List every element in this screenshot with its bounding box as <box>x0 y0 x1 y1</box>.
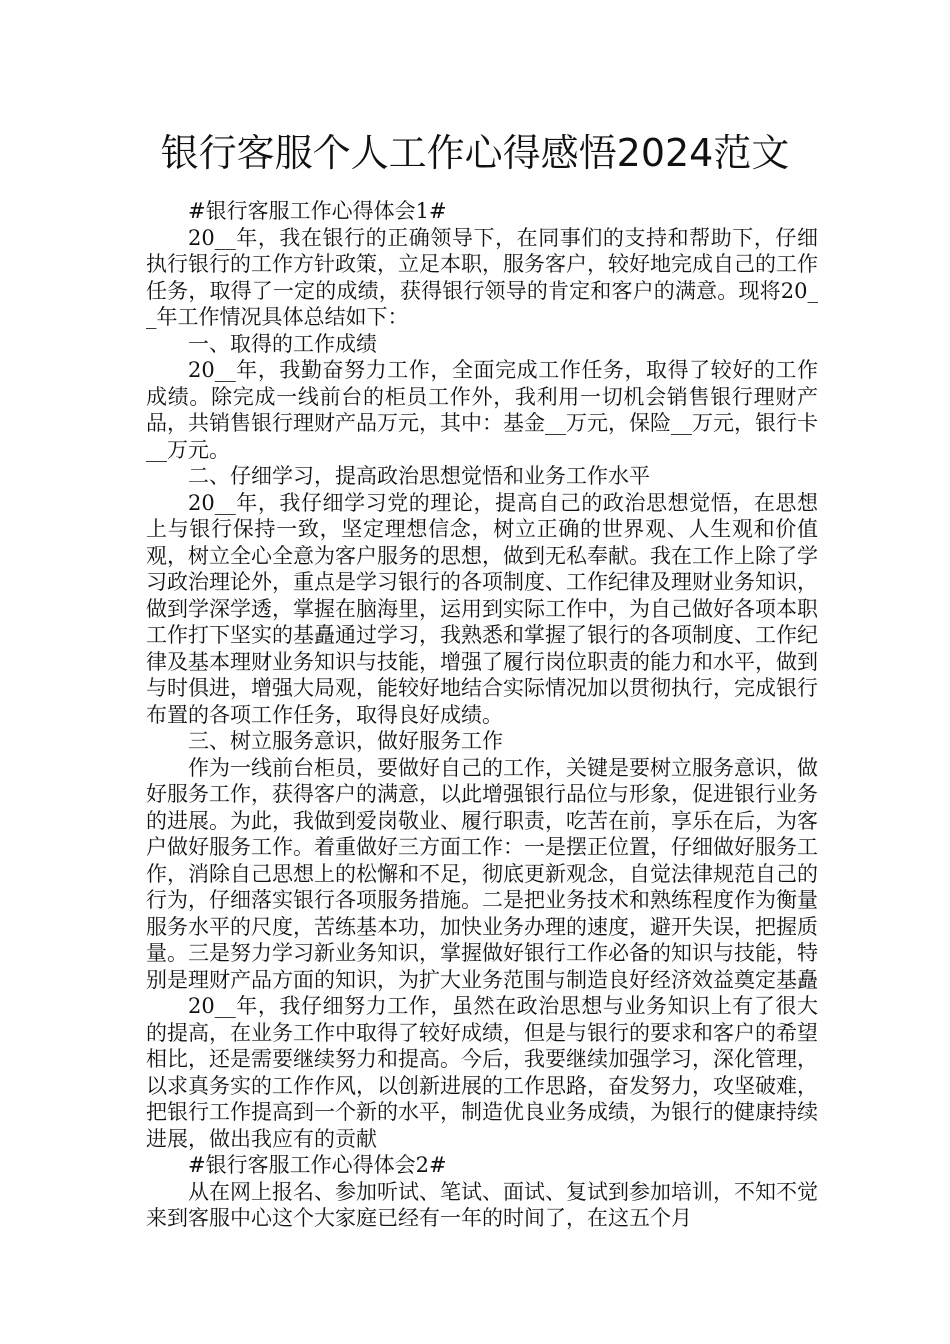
section-heading: 二、仔细学习，提高政治思想觉悟和业务工作水平 <box>188 464 650 488</box>
paragraph-heading-1: #银行客服工作心得体会1# <box>188 199 447 223</box>
paragraph: 作为一线前台柜员，要做好自己的工作，关键是要树立服务意识，做好服务工作，获得客户的满意，以此增强银行品位与形象，促进银行业务的进展。为此，我做到爱岗敬业、履行职责，吃苦在前，享乐在后，为客户做好服务工作。着重做好三方面工作：一是摆正位置，仔细做好服务工作，消除自己思想上的松懈和不足，彻底更新观念，自觉法律规范自己的行为，仔细落实银行各项服务措施。二是把业务技术和熟练程度作为衡量服务水平的尺度，苦练基本功，加快业务办理的速度，避开失误，把握质量。三是努力学习新业务知识，掌握做好银行工作必备的知识与技能，特别是理财产品方面的知识，为扩大业务范围与制造良好经济效益奠定基矗 <box>146 755 818 992</box>
paragraph: 20__年，我仔细努力工作，虽然在政治思想与业务知识上有了很大的提高，在业务工作中取得了较好成绩，但是与银行的要求和客户的希望相比，还是需要继续努力和提高。今后，我要继续加强学习，深化管理，以求真务实的工作作风，以创新进展的工作思路，奋发努力，攻坚破难，把银行工作提高到一个新的水平，制造优良业务成绩，为银行的健康持续进展，做出我应有的贡献 <box>146 994 818 1151</box>
paragraph: 从在网上报名、参加听试、笔试、面试、复试到参加培训，不知不觉来到客服中心这个大家庭已经有一年的时间了，在这五个月 <box>146 1179 818 1230</box>
section-heading: 一、取得的工作成绩 <box>188 331 377 356</box>
paragraph-heading-2: #银行客服工作心得体会2# <box>188 1153 447 1177</box>
paragraph: 20__年，我在银行的正确领导下，在同事们的支持和帮助下，仔细执行银行的工作方针政策，立足本职，服务客户，较好地完成自己的工作任务，取得了一定的成绩，获得银行领导的肯定和客户的满意。现将20__年工作情况具体总结如下： <box>146 225 818 329</box>
section-heading: 三、树立服务意识，做好服务工作 <box>188 729 503 753</box>
document-body <box>146 198 818 1232</box>
paragraph: 20__年，我勤奋努力工作，全面完成工作任务，取得了较好的工作成绩。除完成一线前台的柜员工作外，我利用一切机会销售银行理财产品，共销售银行理财产品万元，其中：基金__万元，保险__万元，银行卡__万元。 <box>146 358 818 462</box>
document-title: 银行客服个人工作心得感悟2024范文 <box>160 131 790 175</box>
paragraph: 20__年，我仔细学习党的理论，提高自己的政治思想觉悟，在思想上与银行保持一致，坚定理想信念，树立正确的世界观、人生观和价值观，树立全心全意为客户服务的思想，做到无私奉献。我在工作上除了学习政治理论外，重点是学习银行的各项制度、工作纪律及理财业务知识，做到学深学透，掌握在脑海里，运用到实际工作中，为自己做好各项本职工作打下坚实的基矗通过学习，我熟悉和掌握了银行的各项制度、工作纪律及基本理财业务知识与技能，增强了履行岗位职责的能力和水平，做到与时俱进，增强大局观，能较好地结合实际情况加以贯彻执行，完成银行布置的各项工作任务，取得良好成绩。 <box>146 490 818 727</box>
